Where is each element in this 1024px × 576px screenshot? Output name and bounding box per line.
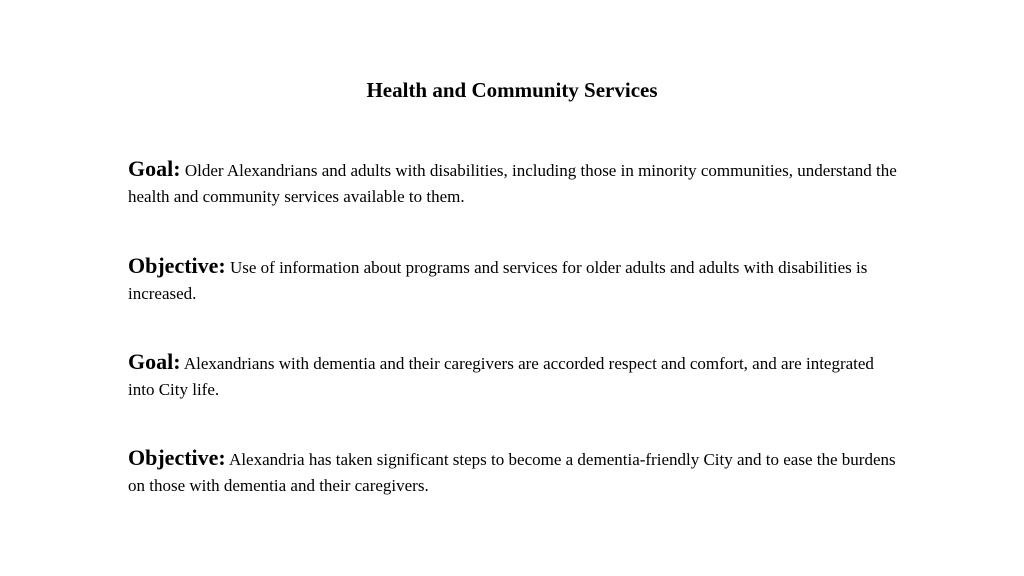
- goal-text: Alexandrians with dementia and their caregivers are accorded respect and comfort, and are integrated into City life.: [128, 354, 874, 399]
- goal-text: Older Alexandrians and adults with disabilities, including those in minority communities, understand the health and community services available to them.: [128, 161, 897, 206]
- objective-block-1: [128, 253, 898, 307]
- objective-text: Use of information about programs and services for older adults and adults with disabilities is increased.: [128, 258, 868, 303]
- goal-label: Goal:: [128, 349, 181, 374]
- objective-label: Objective:: [128, 253, 226, 278]
- goal-label: Goal:: [128, 156, 181, 181]
- objective-text: Alexandria has taken significant steps to become a dementia-friendly City and to ease the burdens on those with dementia and their caregivers.: [128, 450, 896, 495]
- goal-block-2: [128, 349, 898, 403]
- objective-block-2: [128, 445, 898, 499]
- goal-block-1: [128, 156, 898, 210]
- slide-title: Health and Community Services: [366, 78, 658, 102]
- objective-label: Objective:: [128, 445, 226, 470]
